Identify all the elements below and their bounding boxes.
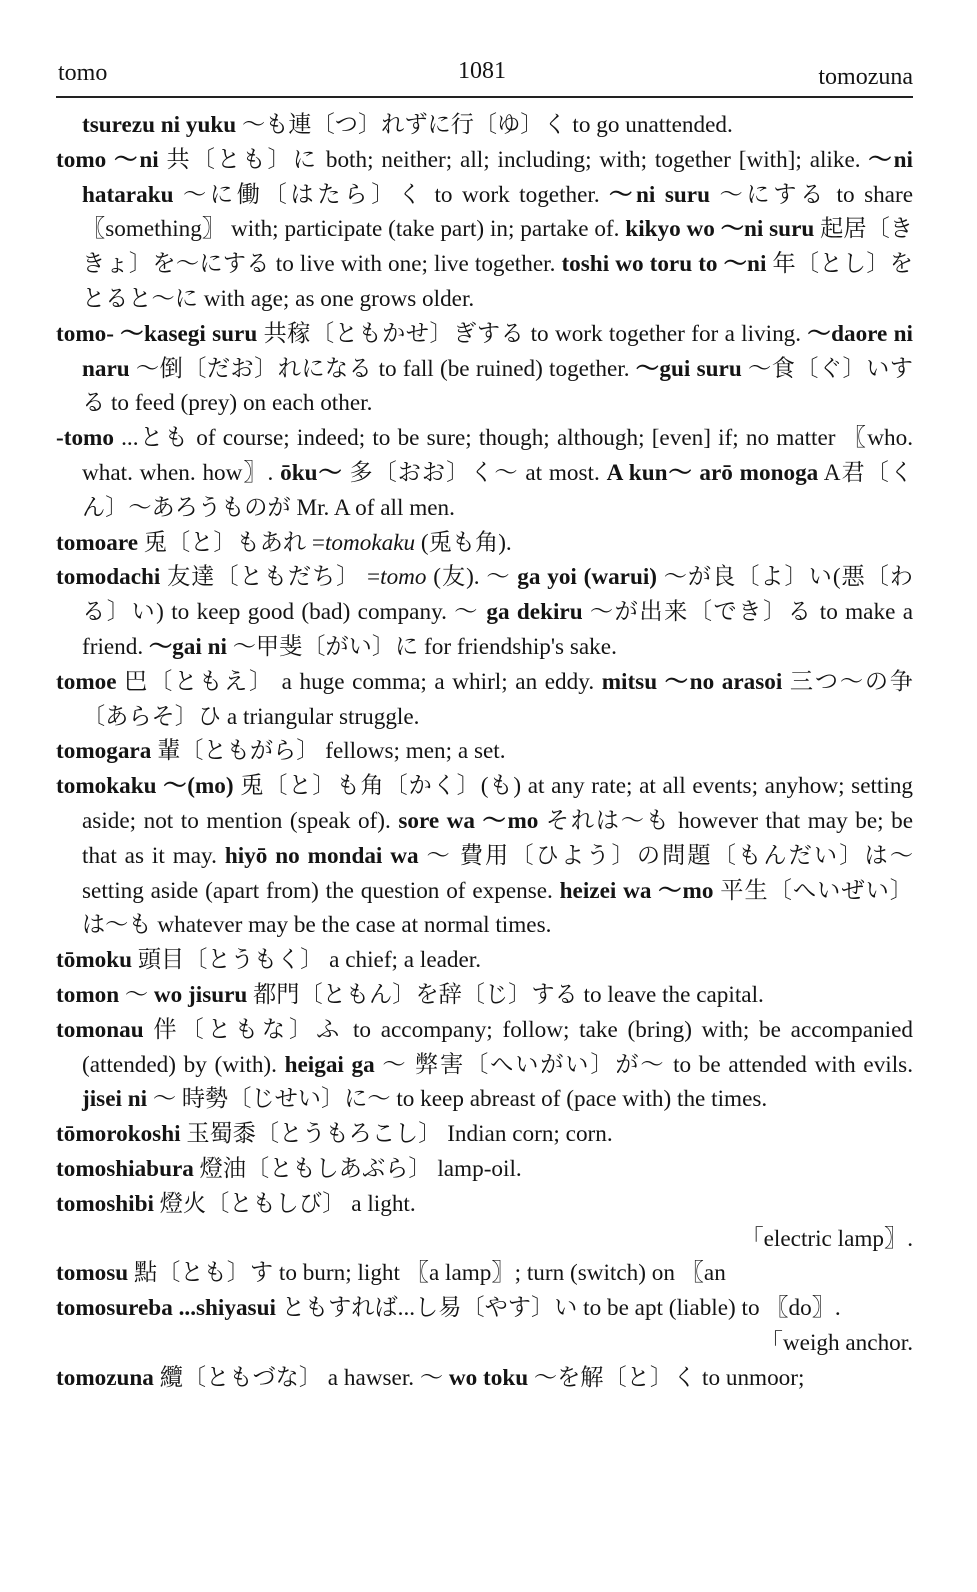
entry-text: tomokaku <box>324 529 416 556</box>
entry-text: 燈油〔ともしあぶら〕 lamp-oil. <box>193 1155 522 1182</box>
entry-text: ～に働〔はたら〕く to work together. <box>173 181 610 208</box>
entry-text: 輩〔ともがら〕 fellows; men; a set. <box>151 738 506 765</box>
entry-text: 共稼〔ともかせ〕ぎする to work together for a living. <box>257 320 808 347</box>
entry-text: 纜〔ともづな〕 a hawser. ～ <box>153 1364 449 1391</box>
example-romaji: ～kasegi suru <box>120 320 258 347</box>
dictionary-entry <box>56 1256 913 1291</box>
entry-text: ～ <box>119 981 154 1008</box>
example-romaji: ～ni hataraku <box>82 146 914 208</box>
entry-text: 燈火〔ともしび〕 a light. <box>153 1190 416 1217</box>
entry-text: ～ 弊害〔へいがい〕が～ to be attended with evils. <box>374 1051 913 1078</box>
entry-text: ～にする to share 〖something〗 with; participate (take part) in; partake of. <box>82 181 913 243</box>
dictionary-entry <box>56 769 913 943</box>
entry-text: (兎も角). <box>415 529 512 556</box>
entry-text: ともすれば...し易〔やす〕い to be apt (liable) to 〖do〗. <box>275 1295 841 1322</box>
example-romaji: tsurezu ni yuku <box>82 112 237 138</box>
dictionary-entry <box>56 526 913 561</box>
dictionary-entry <box>56 108 913 143</box>
example-romaji: kikyo wo ～ni suru <box>625 216 815 243</box>
headword: tomo- <box>56 320 114 347</box>
dictionary-entry <box>56 1117 913 1152</box>
entry-text: ～ 費用〔ひよう〕の問題〔もんだい〕は～ setting aside (apart from) the question of expense. <box>82 842 914 904</box>
headword: tōmoku <box>56 947 133 974</box>
entry-text: ～が出来〔でき〕る to make a friend. <box>82 599 913 660</box>
page-number: 1081 <box>458 58 506 84</box>
example-romaji: ～(mo) <box>163 773 234 800</box>
dictionary-entry <box>56 317 913 421</box>
dictionary-entry <box>56 1291 913 1326</box>
page-header <box>56 56 913 98</box>
headword: tomoshiabura <box>56 1155 194 1182</box>
example-romaji: ōku～ <box>280 459 343 486</box>
dictionary-entry <box>56 1361 913 1396</box>
dictionary-entry <box>56 143 913 317</box>
example-romaji: ～ni suru <box>609 181 710 208</box>
headword: tōmorokoshi <box>56 1121 181 1148</box>
dictionary-entry <box>56 943 913 978</box>
dictionary-entry <box>56 734 913 769</box>
entry-text: (友). ～ <box>426 564 518 591</box>
example-romaji: ～gai ni <box>148 633 227 660</box>
example-romaji: ～ni <box>114 146 159 173</box>
entries-column <box>56 108 913 1395</box>
headword: tomokaku <box>56 773 157 800</box>
entry-text: ...とも of course; indeed; to be sure; though; although; [even] if; no matter 〖who. what. when. how〗. <box>82 425 913 486</box>
example-romaji: toshi wo toru to ～ni <box>561 251 767 278</box>
dictionary-entry <box>56 1187 913 1222</box>
entry-text: 兎〔と〕もあれ = <box>137 529 325 556</box>
example-romaji: heigai ga <box>284 1051 375 1078</box>
entry-text: ～も連〔つ〕れずに行〔ゆ〕く to go unattended. <box>236 112 733 138</box>
entry-text: 點〔とも〕す to burn; light 〖a lamp〗; turn (switch) on 〖an <box>128 1260 726 1287</box>
headword: tomosu <box>56 1260 129 1287</box>
example-romaji: sore wa ～mo <box>398 807 539 834</box>
example-romaji: ～gui suru <box>635 355 742 382</box>
entry-text <box>106 147 114 173</box>
entry-text: 頭目〔とうもく〕 a chief; a leader. <box>132 947 482 974</box>
headword: tomoshibi <box>56 1190 154 1217</box>
headword: tomosureba <box>56 1295 173 1322</box>
example-romaji: ga dekiru <box>486 599 583 626</box>
entry-text: 多〔おお〕く～ at most. <box>342 459 607 486</box>
right-guide-word: tomozuna <box>818 64 913 90</box>
headword: tomon <box>56 981 120 1008</box>
headword: tomo <box>56 146 107 173</box>
entry-text: ～を解〔と〕く to unmoor; <box>528 1364 805 1391</box>
overflow-line: 「electric lamp〗. <box>740 1225 913 1252</box>
entry-text: A君〔くん〕～あろうものが Mr. A of all men. <box>82 459 914 521</box>
example-romaji: wo toku <box>448 1364 529 1391</box>
entry-text: 起居〔ききょ〕を～にする to live with one; live together. <box>82 216 913 278</box>
dictionary-entry <box>56 421 913 525</box>
headword: tomoe <box>56 668 117 695</box>
example-romaji: mitsu ～no arasoi <box>601 668 783 695</box>
dictionary-entry <box>56 978 913 1013</box>
entry-text: 巴〔ともえ〕 a huge comma; a whirl; an eddy. <box>116 668 602 695</box>
entry-text: tomo <box>380 564 427 591</box>
left-guide-word: tomo <box>58 60 108 86</box>
headword: tomodachi <box>56 564 161 591</box>
entry-text: ～食〔ぐ〕いする to feed (prey) on each other. <box>82 355 913 417</box>
example-romaji: heizei wa ～mo <box>559 877 714 904</box>
entry-text: ～甲斐〔がい〕に for friendship's sake. <box>226 633 617 660</box>
entry-text: 共〔とも〕に both; neither; all; including; with; together [with]; alike. <box>158 146 869 173</box>
entry-text: 友達〔ともだち〕 = <box>160 564 381 591</box>
headword: -tomo <box>56 425 114 452</box>
example-romaji: ～daore ni naru <box>82 320 913 382</box>
headword: tomoare <box>56 529 138 556</box>
headword: tomonau <box>56 1016 144 1043</box>
dictionary-entry <box>56 1013 913 1117</box>
entry-text: 都門〔ともん〕を辞〔じ〕する to leave the capital. <box>247 981 764 1008</box>
dictionary-entry <box>56 665 913 735</box>
example-romaji: ...shiyasui <box>178 1295 276 1322</box>
example-romaji: hiyō no mondai wa <box>224 842 419 869</box>
entry-text: 平生〔へいぜい〕は～も whatever may be the case at normal times. <box>82 877 913 939</box>
entry-text: 年〔とし〕をとると～に with age; as one grows older. <box>82 251 913 312</box>
entry-text: ～倒〔だお〕れになる to fall (be ruined) together. <box>129 355 636 382</box>
example-romaji: A kun～ arō monoga <box>606 459 819 486</box>
headword: tomogara <box>56 738 152 765</box>
overflow-line: 「weigh anchor. <box>759 1329 913 1356</box>
entry-text: ～が良〔よ〕い(悪〔わる〕い) to keep good (bad) company. ～ <box>82 564 913 626</box>
entry-text: 玉蜀黍〔とうもろこし〕 Indian corn; corn. <box>180 1121 613 1148</box>
entry-text: 三つ～の争〔あらそ〕ひ a triangular struggle. <box>82 668 913 730</box>
dictionary-entry <box>56 560 913 664</box>
entry-text: 伴〔ともな〕ふ to accompany; follow; take (bring) with; be accompanied (attended) by (with). <box>82 1016 913 1078</box>
entry-text: それは～も however that may be; be that as it may. <box>82 807 913 869</box>
example-romaji: jisei ni <box>82 1086 148 1113</box>
dictionary-entry <box>56 1152 913 1187</box>
example-romaji: wo jisuru <box>153 981 248 1008</box>
headword: tomozuna <box>56 1364 154 1391</box>
entry-text: 兎〔と〕も角〔かく〕(も) at any rate; at all events; anyhow; setting aside; not to mention (speak of). <box>82 773 914 834</box>
entry-text: ～ 時勢〔じせい〕に～ to keep abreast of (pace with) the times. <box>147 1086 768 1113</box>
example-romaji: ga yoi (warui) <box>517 564 658 591</box>
